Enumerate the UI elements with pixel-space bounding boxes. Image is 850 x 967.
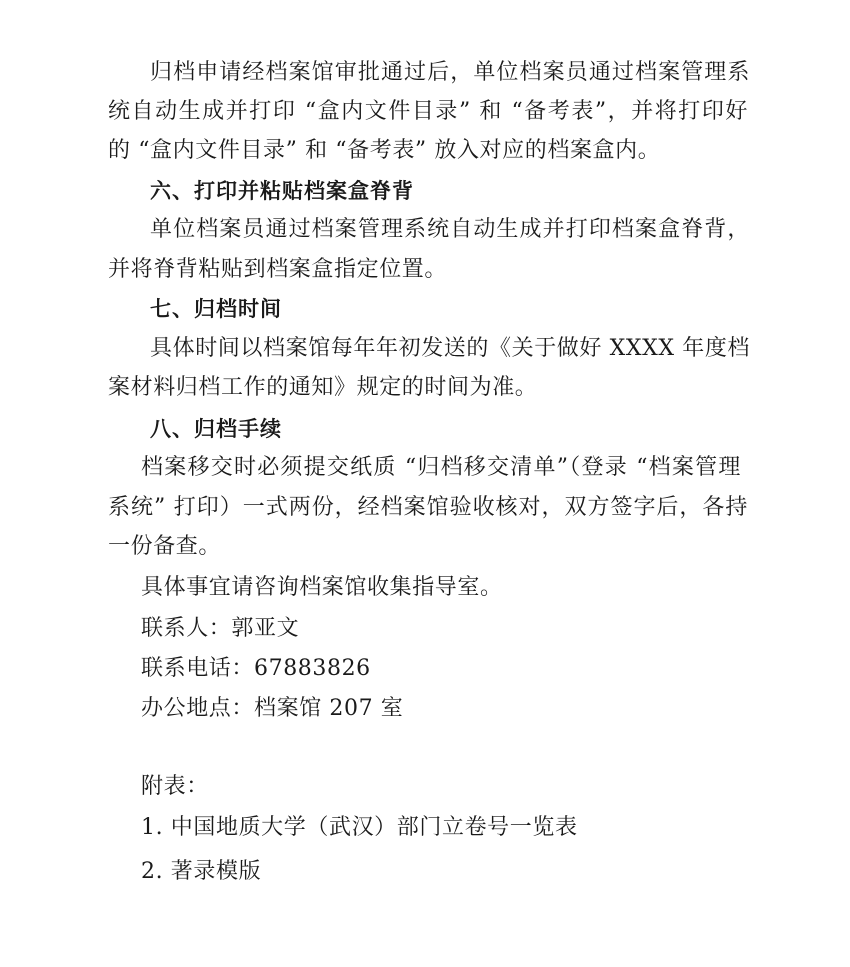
attachment-item-2: 2. 著录模版: [141, 859, 262, 884]
paragraph-1-line-1: 归档申请经档案馆审批通过后，单位档案员通过档案管理系: [150, 60, 750, 85]
section-7-heading: 七、归档时间: [150, 297, 282, 321]
section-8-line-3: 一份备查。: [108, 534, 222, 559]
section-8-heading: 八、归档手续: [150, 417, 282, 441]
paragraph-1-line-2: 统自动生成并打印 “盒内文件目录” 和 “备考表”，并将打印好: [108, 99, 748, 124]
contact-person: 联系人：郭亚文: [141, 616, 300, 641]
attachments-label: 附表：: [141, 774, 209, 799]
contact-office: 办公地点：档案馆 207 室: [141, 696, 404, 721]
section-6-line-1: 单位档案员通过档案管理系统自动生成并打印档案盒脊背，: [150, 217, 750, 242]
section-8-line-1: 档案移交时必须提交纸质 “归档移交清单”（登录 “档案管理: [141, 455, 741, 480]
paragraph-1-line-3: 的 “盒内文件目录” 和 “备考表” 放入对应的档案盒内。: [108, 138, 661, 163]
section-7-line-2: 案材料归档工作的通知》规定的时间为准。: [108, 375, 538, 400]
contact-consult: 具体事宜请咨询档案馆收集指导室。: [141, 575, 503, 600]
section-6-heading: 六、打印并粘贴档案盒脊背: [150, 179, 414, 203]
attachment-item-1: 1. 中国地质大学（武汉）部门立卷号一览表: [141, 815, 578, 840]
section-6-line-2: 并将脊背粘贴到档案盒指定位置。: [108, 257, 448, 282]
section-7-line-1: 具体时间以档案馆每年年初发送的《关于做好 XXXX 年度档: [150, 336, 750, 361]
contact-phone: 联系电话：67883826: [141, 656, 371, 681]
section-8-line-2: 系统” 打印）一式两份，经档案馆验收核对，双方签字后，各持: [108, 495, 748, 520]
